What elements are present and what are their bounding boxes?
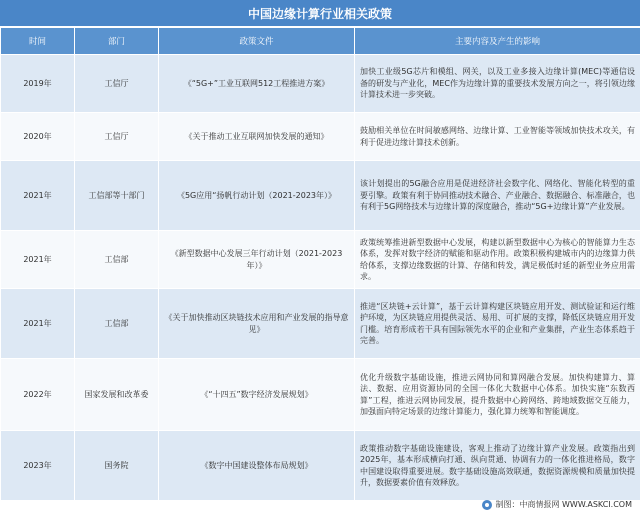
row-impact: 该计划提出的5G融合应用是促进经济社会数字化、网络化、智能化转型的重要引擎。政策有利于协同推动技术融合、产业融合、数据融合、标准融合，也有利于5G网络技术与边缘计算的深度融合，推动“5G+边缘计算”产业发展。 bbox=[355, 161, 640, 231]
table-row bbox=[1, 161, 640, 231]
table-row bbox=[1, 359, 640, 431]
page-title: 中国边缘计算行业相关政策 bbox=[0, 0, 640, 27]
table-header-row bbox=[1, 28, 640, 55]
row-policy: 《数字中国建设整体布局规划》 bbox=[159, 431, 355, 501]
row-policy: 《“十四五”数字经济发展规划》 bbox=[159, 359, 355, 431]
row-policy: 《“5G+”工业互联网512工程推进方案》 bbox=[159, 55, 355, 113]
row-department: 国家发展和改革委 bbox=[75, 359, 159, 431]
row-year: 2021年 bbox=[1, 231, 75, 289]
table-row bbox=[1, 113, 640, 161]
row-year: 2021年 bbox=[1, 289, 75, 359]
table-row bbox=[1, 289, 640, 359]
row-policy: 《5G应用“扬帆行动计划（2021-2023年）》 bbox=[159, 161, 355, 231]
table-row bbox=[1, 55, 640, 113]
source-text: 制图：中商情报网 WWW.ASKCI.COM bbox=[495, 500, 632, 509]
row-department: 工信部等十部门 bbox=[75, 161, 159, 231]
row-policy: 《关于加快推动区块链技术应用和产业发展的指导意见》 bbox=[159, 289, 355, 359]
header-department: 部门 bbox=[75, 28, 159, 55]
row-policy: 《新型数据中心发展三年行动计划（2021-2023年）》 bbox=[159, 231, 355, 289]
header-impact: 主要内容及产生的影响 bbox=[355, 28, 640, 55]
row-year: 2023年 bbox=[1, 431, 75, 501]
row-policy: 《关于推动工业互联网加快发展的通知》 bbox=[159, 113, 355, 161]
header-time: 时间 bbox=[1, 28, 75, 55]
row-department: 工信厅 bbox=[75, 55, 159, 113]
row-year: 2021年 bbox=[1, 161, 75, 231]
row-year: 2020年 bbox=[1, 113, 75, 161]
policy-table bbox=[0, 27, 640, 501]
row-year: 2019年 bbox=[1, 55, 75, 113]
table-row bbox=[1, 431, 640, 501]
row-impact: 政策统筹推进新型数据中心发展，构建以新型数据中心为核心的智能算力生态体系，发挥对数字经济的赋能和驱动作用。政策积极构建城市内的边缘算力供给体系，支撑边缘数据的计算、存储和转发，满足极低时延的新型业务应用需求。 bbox=[355, 231, 640, 289]
row-department: 国务院 bbox=[75, 431, 159, 501]
table-row bbox=[1, 231, 640, 289]
row-impact: 政策推动数字基础设施建设，客观上推动了边缘计算产业发展。政策指出到2025年，基本形成横向打通、纵向贯通、协调有力的一体化推进格局，数字中国建设取得重要进展。数字基础设施高效联通，数据资源规模和质量加快提升，数据要素价值有效释放。 bbox=[355, 431, 640, 501]
row-impact: 加快工业级5G芯片和模组、网关，以及工业多接入边缘计算(MEC)等通信设备的研发与产业化，MEC作为边缘计算的重要技术发展方向之一，将引领边缘计算技术进一步突破。 bbox=[355, 55, 640, 113]
row-impact: 鼓励相关单位在时间敏感网络、边缘计算、工业智能等领域加快技术攻关，有利于促进边缘计算技术创新。 bbox=[355, 113, 640, 161]
askci-logo-icon bbox=[482, 500, 492, 510]
source-footer bbox=[482, 499, 632, 510]
row-impact: 推进“区块链+云计算”，基于云计算构建区块链应用开发、测试验证和运行维护环境，为区块链应用提供灵活、易用、可扩展的支撑，降低区块链应用开发门槛。培育形成若干具有国际领先水平的企业和产业集群，产业生态体系趋于完善。 bbox=[355, 289, 640, 359]
row-year: 2022年 bbox=[1, 359, 75, 431]
row-department: 工信部 bbox=[75, 231, 159, 289]
row-impact: 优化升级数字基础设施，推进云网协同和算网融合发展。加快构建算力、算法、数据、应用资源协同的全国一体化大数据中心体系。加快实施“东数西算”工程，推进云网协同发展，提升数据中心跨网络、跨地域数据交互能力，加强面向特定场景的边缘计算能力，强化算力统筹和智能调度。 bbox=[355, 359, 640, 431]
row-department: 工信部 bbox=[75, 289, 159, 359]
header-policy: 政策文件 bbox=[159, 28, 355, 55]
row-department: 工信厅 bbox=[75, 113, 159, 161]
